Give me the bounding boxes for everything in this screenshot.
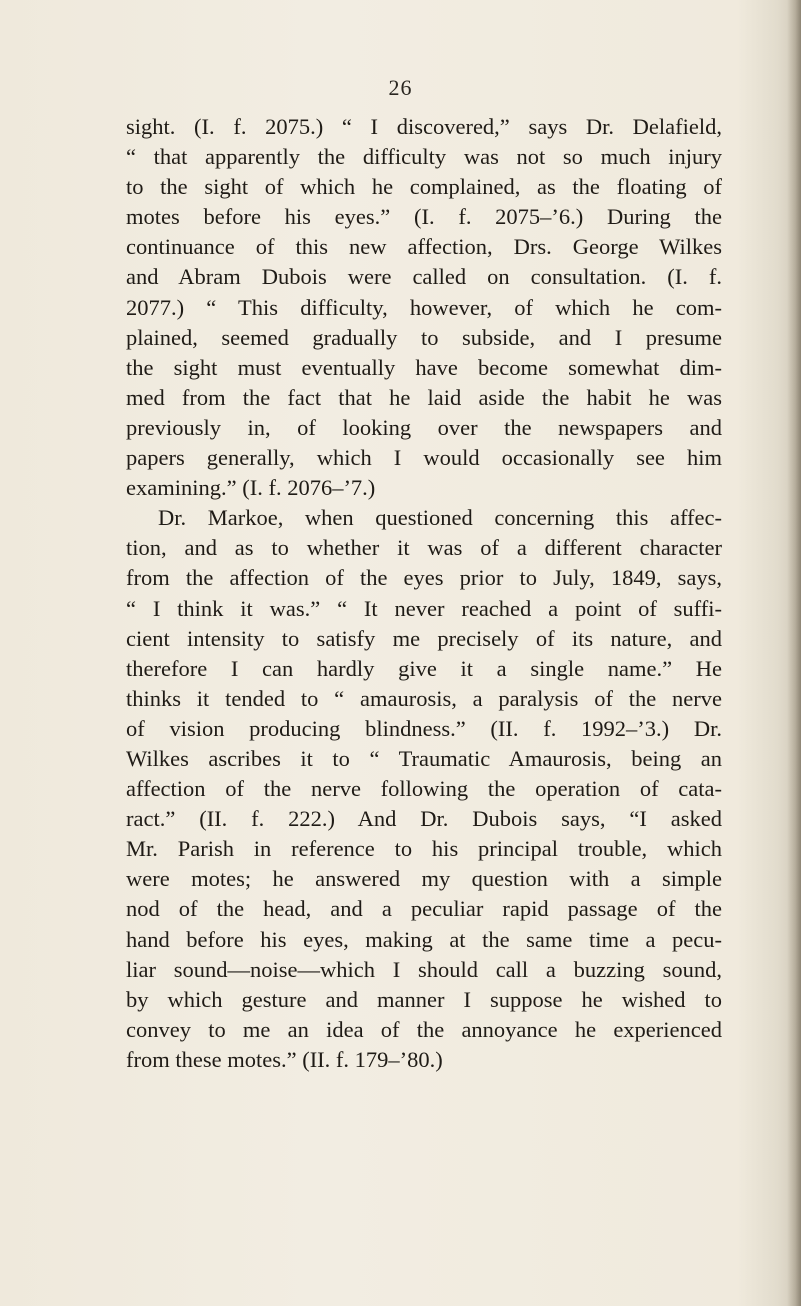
text-line: of vision producing blindness.” (II. f. 1992–’3.) Dr. xyxy=(126,715,722,741)
text-line: continuance of this new affection, Drs. George Wilkes xyxy=(126,234,722,260)
text-line: papers generally, which I would occasionally see him xyxy=(126,445,722,471)
text-line: motes before his eyes.” (I. f. 2075–’6.) During the xyxy=(126,204,722,230)
text-line: and Abram Dubois were called on consultation. (I. f. xyxy=(126,264,722,290)
text-line: by which gesture and manner I suppose he wished to xyxy=(126,986,722,1012)
text-line: examining.” (I. f. 2076–’7.) xyxy=(126,475,376,501)
text-line: previously in, of looking over the newspapers and xyxy=(126,414,722,440)
text-line: tion, and as to whether it was of a different character xyxy=(126,535,722,561)
text-line: Dr. Markoe, when questioned concerning this affec- xyxy=(158,505,722,531)
text-line: liar sound—noise—which I should call a buzzing sound, xyxy=(126,956,722,982)
text-line: from the affection of the eyes prior to July, 1849, says, xyxy=(126,565,722,591)
body-text xyxy=(126,112,722,1075)
text-line: therefore I can hardly give it a single name.” He xyxy=(126,655,722,681)
page-number: 26 xyxy=(388,75,413,100)
text-line: ract.” (II. f. 222.) And Dr. Dubois says, “I asked xyxy=(126,806,722,832)
text-line: affection of the nerve following the operation of cata- xyxy=(126,776,722,802)
text-line: “ that apparently the difficulty was not so much injury xyxy=(126,144,722,170)
text-line: Mr. Parish in reference to his principal trouble, which xyxy=(126,836,722,862)
text-line: sight. (I. f. 2075.) “ I discovered,” says Dr. Delafield, xyxy=(126,114,722,139)
text-line: cient intensity to satisfy me precisely of its nature, and xyxy=(126,625,722,651)
text-line: plained, seemed gradually to subside, and I presume xyxy=(126,324,722,350)
text-line: 2077.) “ This difficulty, however, of which he com- xyxy=(126,294,722,320)
text-line: from these motes.” (II. f. 179–’80.) xyxy=(126,1046,443,1072)
text-line: Wilkes ascribes it to “ Traumatic Amaurosis, being an xyxy=(126,745,722,771)
text-line: med from the fact that he laid aside the habit he was xyxy=(126,384,722,410)
text-line: thinks it tended to “ amaurosis, a paralysis of the nerve xyxy=(126,685,722,711)
text-line: hand before his eyes, making at the same time a pecu- xyxy=(126,926,722,952)
text-line: “ I think it was.” “ It never reached a point of suffi- xyxy=(126,595,722,621)
text-line: were motes; he answered my question with a simple xyxy=(126,866,722,892)
text-line: to the sight of which he complained, as the floating of xyxy=(126,174,722,200)
text-line: convey to me an idea of the annoyance he experienced xyxy=(126,1016,722,1042)
page-edge-shadow xyxy=(787,0,801,1306)
text-line: nod of the head, and a peculiar rapid passage of the xyxy=(126,896,722,922)
text-line: the sight must eventually have become somewhat dim- xyxy=(126,354,722,380)
